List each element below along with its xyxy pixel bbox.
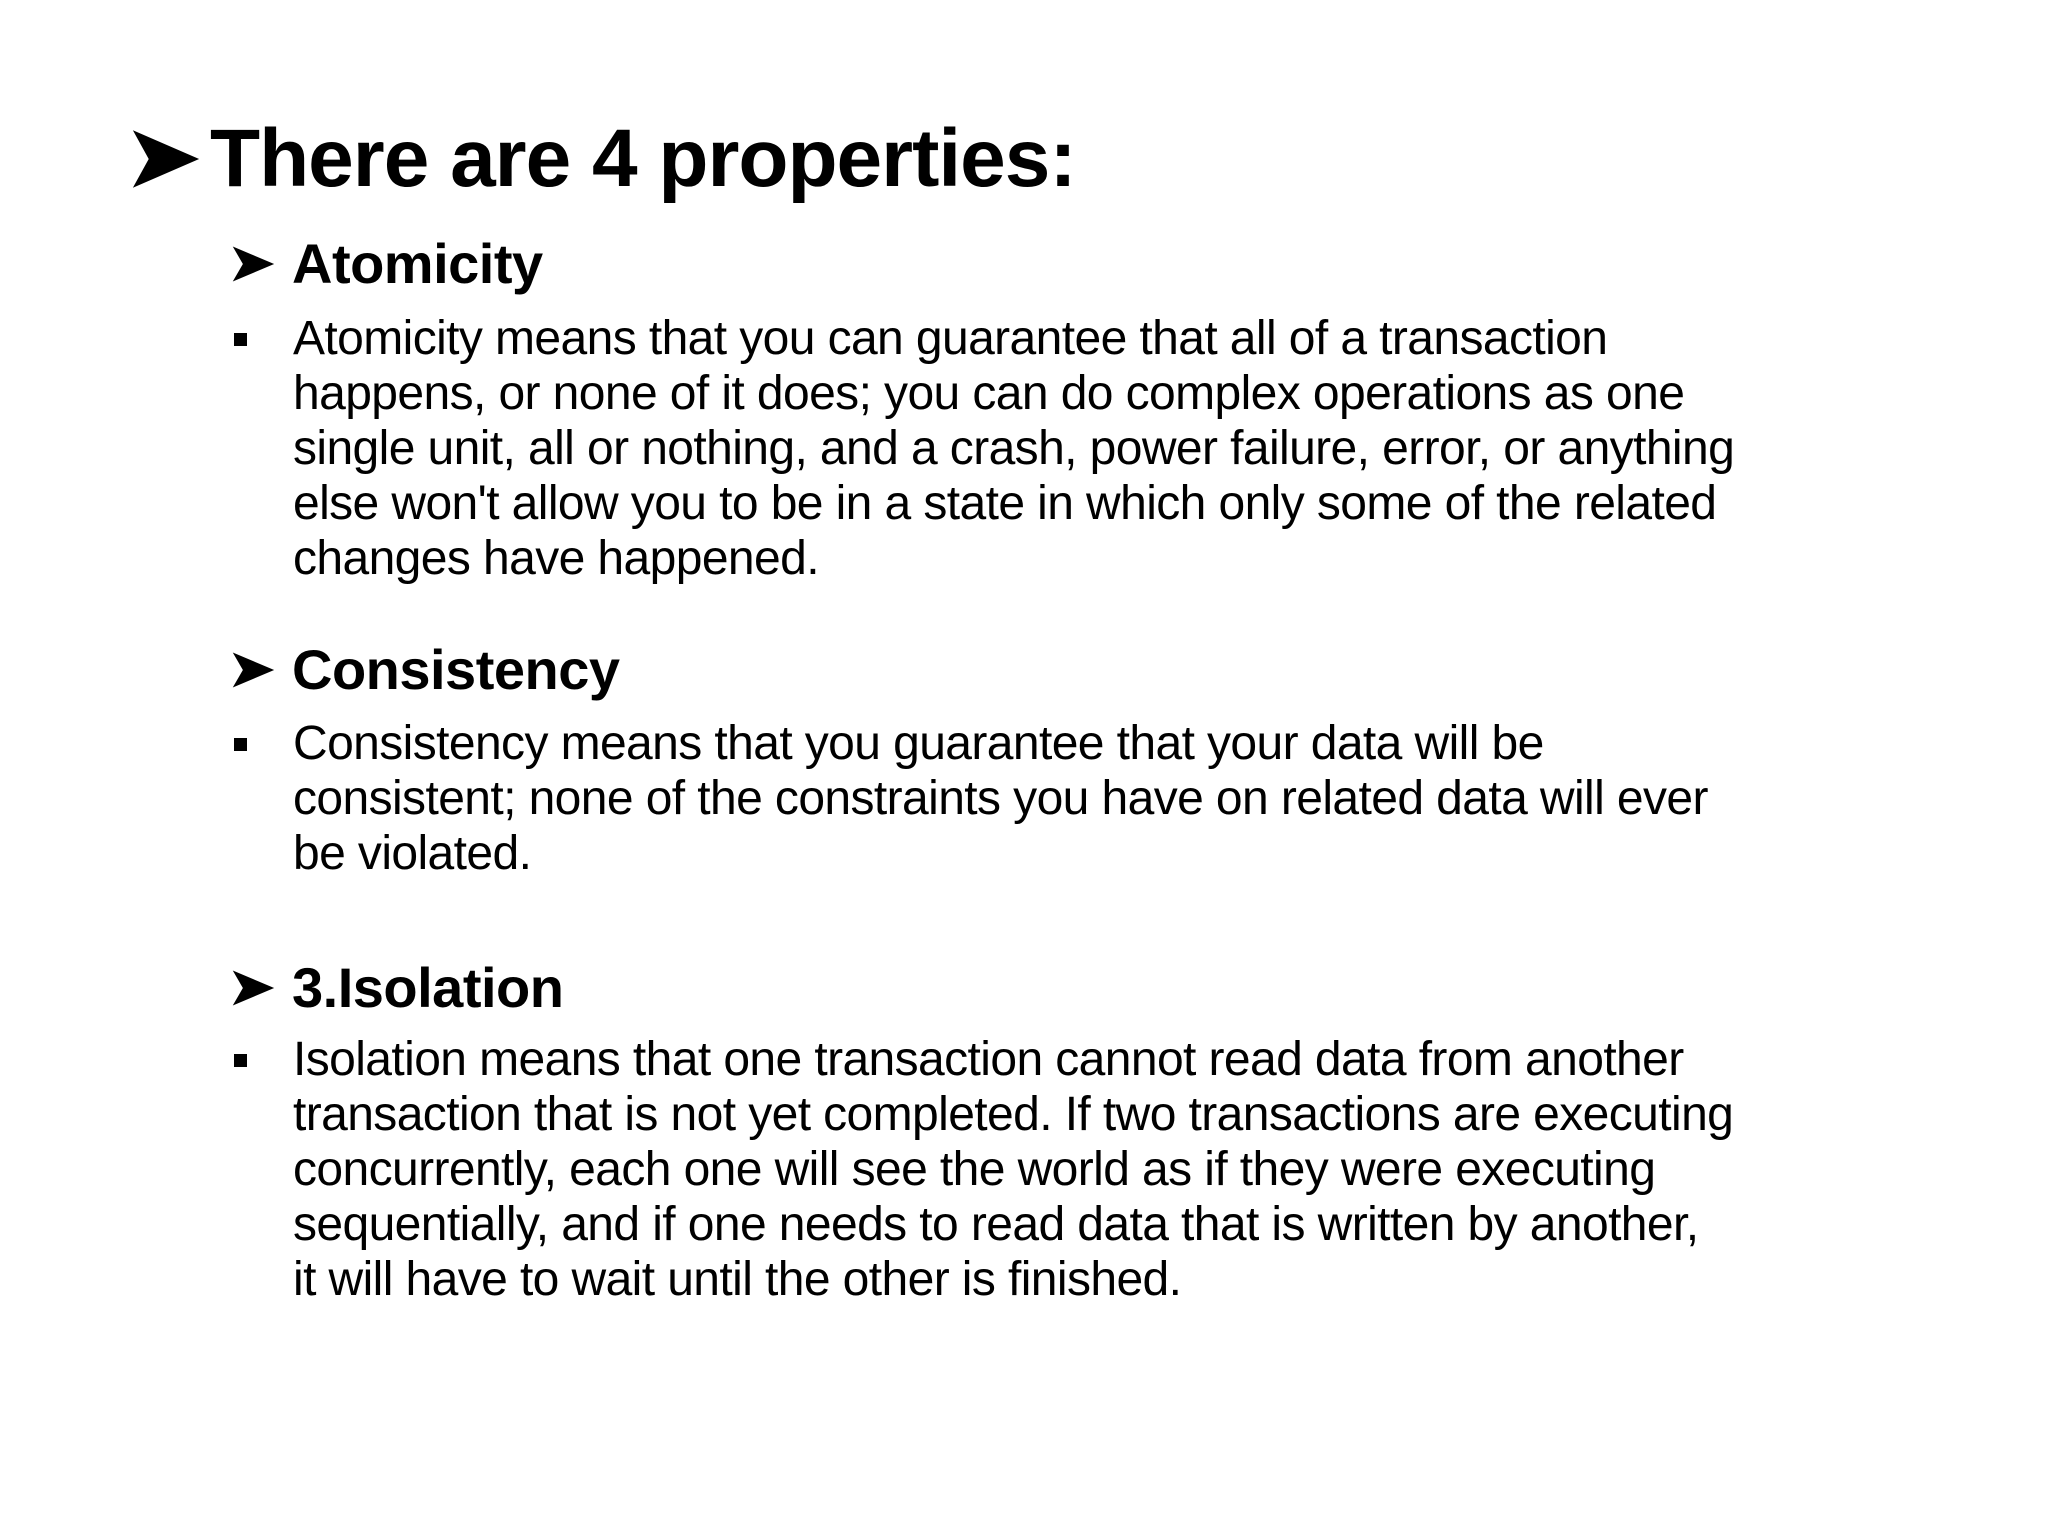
square-bullet-icon [234,738,247,751]
arrow-bullet-icon [230,965,276,1011]
section-body-atomicity [230,311,1950,586]
arrow-bullet-icon [130,123,202,195]
section-body-text: Consistency means that you guarantee that your data will be consistent; none of the constraints you have on related data will ever be violated. [293,717,1708,880]
section-heading-consistency [230,638,620,701]
section-body-text: Isolation means that one transaction cannot read data from another transaction that is not yet completed. If two transactions are executing concurrently, each one will see the world as if they were executing sequentially, and if one needs to read data that is written by another, it will have to wait until the other is finished. [293,1033,1734,1306]
section-body-text: Atomicity means that you can guarantee that all of a transaction happens, or none of it does; you can do complex operations as one single unit, all or nothing, and a crash, power failure, error, or anything else won't allow you to be in a state in which only some of the related changes have happened. [293,312,1735,585]
section-heading-text: Atomicity [292,232,543,295]
square-bullet-icon [234,1054,247,1067]
square-bullet-icon [234,333,247,346]
slide-title-text: There are 4 properties: [210,113,1076,204]
section-heading-text: Consistency [292,638,620,701]
section-heading-isolation [230,956,564,1019]
arrow-bullet-icon [230,241,276,287]
section-heading-text: 3.Isolation [292,956,564,1019]
section-heading-atomicity [230,232,543,295]
slide-title [130,113,1076,204]
section-body-consistency [230,716,1950,881]
section-body-isolation [230,1032,1950,1307]
arrow-bullet-icon [230,647,276,693]
